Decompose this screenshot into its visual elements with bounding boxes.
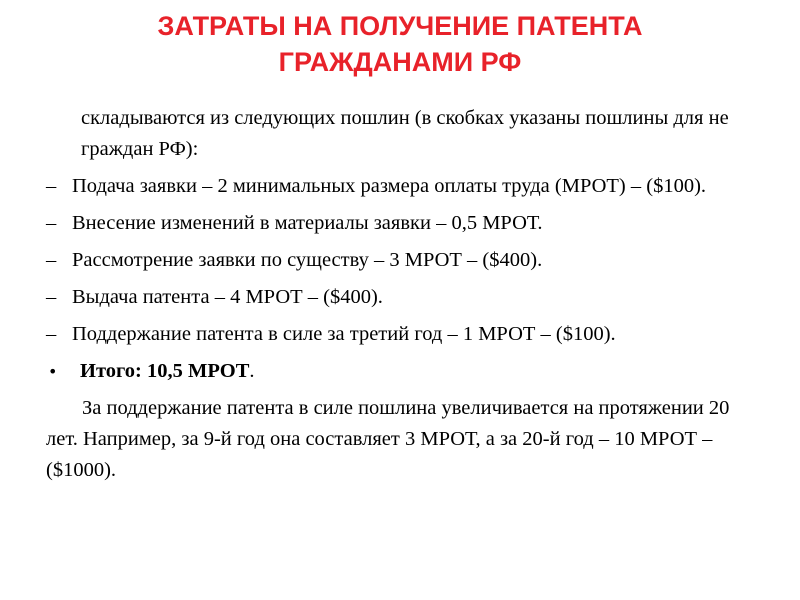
dash-mark: – [46, 212, 57, 234]
slide-body [0, 103, 800, 492]
total-suffix: . [249, 360, 255, 382]
fee-item-text: Рассмотрение заявки по существу – 3 МРОТ – ($400). [72, 249, 543, 271]
fee-item-amendments [0, 208, 800, 239]
total-label: Итого: 10,5 МРОТ [80, 360, 250, 382]
slide-title-line-1: ЗАТРАТЫ НА ПОЛУЧЕНИЕ ПАТЕНТА [157, 11, 643, 41]
fee-item-maintenance [0, 319, 800, 350]
intro-paragraph: складываются из следующих пошлин (в скобках указаны пошлины для не граждан РФ): [81, 107, 729, 160]
fee-item-text: Подача заявки – 2 минимальных размера оплаты труда (МРОТ) – ($100). [72, 175, 707, 197]
fee-item-grant [0, 282, 800, 313]
fee-item-text: Внесение изменений в материалы заявки – 0,5 МРОТ. [72, 212, 543, 234]
dash-mark: – [46, 175, 57, 197]
dash-mark: – [46, 286, 57, 308]
slide-title-line-2: ГРАЖДАНАМИ РФ [278, 47, 522, 77]
fee-item-text: Поддержание патента в силе за третий год – 1 МРОТ – ($100). [72, 323, 616, 345]
slide-title [0, 8, 800, 80]
fee-item-examination [0, 245, 800, 276]
total-line [0, 356, 800, 387]
bullet-icon: • [48, 362, 58, 381]
outro-paragraph: За поддержание патента в силе пошлина увеличивается на протяжении 20 лет. Например, за 9-й год она составляет 3 МРОТ, а за 20-й год – 10 МРОТ – ($1000). [46, 397, 730, 481]
fee-item-text: Выдача патента – 4 МРОТ – ($400). [72, 286, 383, 308]
dash-mark: – [46, 249, 57, 271]
fee-item-application [0, 171, 800, 202]
dash-mark: – [46, 323, 57, 345]
